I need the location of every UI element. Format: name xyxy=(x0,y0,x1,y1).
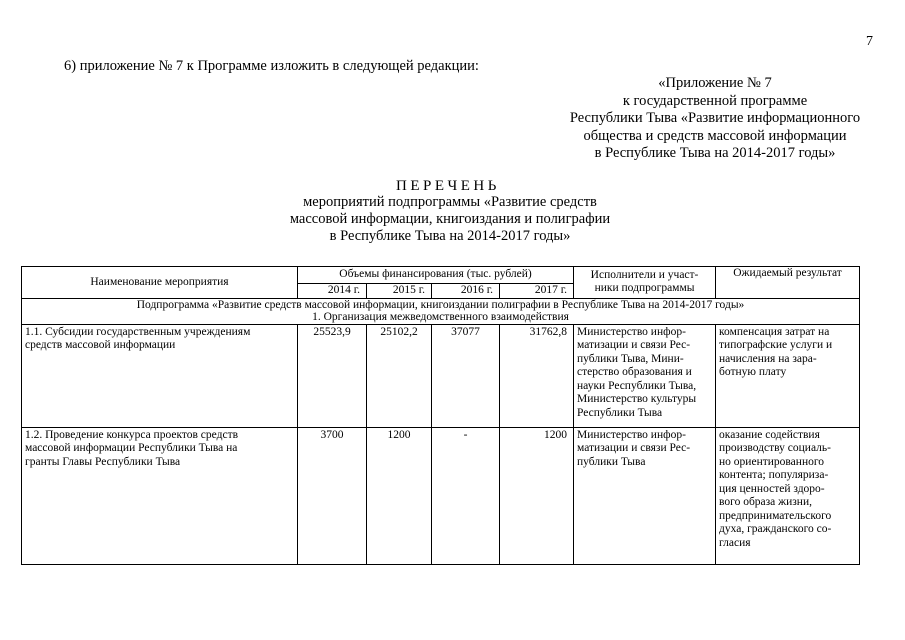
table-row xyxy=(22,427,860,564)
appendix-line: общества и средств массовой информации xyxy=(583,127,847,144)
intro-text: 6) приложение № 7 к Программе изложить в следующей редакции: xyxy=(64,58,479,74)
measure-name-line: 1.1. Субсидии государственным учреждениям xyxy=(25,325,251,338)
header-result: Ожидаемый результат xyxy=(716,267,860,299)
subtitle-line: в Республике Тыва на 2014-2017 годы» xyxy=(329,228,571,244)
result-line: производству социаль- xyxy=(719,442,831,454)
page-number: 7 xyxy=(866,34,873,49)
header-year: 2015 г. xyxy=(367,284,432,299)
executors xyxy=(574,427,716,564)
funding-2015: 25102,2 xyxy=(367,324,432,427)
measure-name-line: гранты Главы Республики Тыва xyxy=(25,455,181,468)
executors-line: матизации и связи Рес- xyxy=(577,339,691,351)
executors-line: Министерство инфор- xyxy=(577,325,686,338)
subprogram-cell xyxy=(22,298,860,324)
expected-result xyxy=(716,427,860,564)
measure-name-line: массовой информации Республики Тыва на xyxy=(25,442,238,454)
result-line: компенсация затрат на xyxy=(719,325,830,338)
measure-name-line: 1.2. Проведение конкурса проектов средств xyxy=(25,428,239,441)
result-line: гласия xyxy=(719,536,751,549)
executors-line: публики Тыва, Мини- xyxy=(577,352,684,365)
subtitle-line: мероприятий подпрограммы «Развитие средств xyxy=(303,194,597,210)
document-title: ПЕРЕЧЕНЬ xyxy=(396,178,500,194)
measure-name-line: средств массовой информации xyxy=(25,339,176,351)
measure-name xyxy=(22,324,298,427)
executors-line: Республики Тыва xyxy=(577,406,663,419)
result-line: духа, гражданского со- xyxy=(719,523,832,535)
executors xyxy=(574,324,716,427)
result-line: ботную плату xyxy=(719,366,787,378)
appendix-line: «Приложение № 7 xyxy=(658,75,772,91)
result-line: начисления на зара- xyxy=(719,352,817,365)
appendix-heading xyxy=(560,75,870,163)
result-line: вого образа жизни, xyxy=(719,496,812,508)
result-line: типографские услуги и xyxy=(719,339,833,351)
table-header-row xyxy=(22,267,860,284)
section-title: 1. Организация межведомственного взаимодействия xyxy=(312,311,569,323)
executors-line: Министерство культуры xyxy=(577,393,697,405)
header-executors xyxy=(574,267,716,299)
executors-line: науки Республики Тыва, xyxy=(577,379,697,392)
funding-2014: 3700 xyxy=(298,427,367,564)
header-executors-line: ники подпрограммы xyxy=(594,282,695,295)
funding-2016: 37077 xyxy=(432,324,500,427)
result-line: оказание содействия xyxy=(719,428,820,441)
executors-line: Министерство инфор- xyxy=(577,428,686,441)
header-year: 2017 г. xyxy=(500,284,574,299)
subtitle-line: массовой информации, книгоиздания и полиграфии xyxy=(289,211,611,227)
executors-line: матизации и связи Рес- xyxy=(577,442,691,454)
funding-2017: 31762,8 xyxy=(500,324,574,427)
funding-2017: 1200 xyxy=(500,427,574,564)
funding-2015: 1200 xyxy=(367,427,432,564)
executors-line: публики Тыва xyxy=(577,455,646,468)
executors-line: стерство образования и xyxy=(577,366,692,378)
result-line: предпринимательского xyxy=(719,509,832,522)
table-row xyxy=(22,324,860,427)
appendix-line: к государственной программе xyxy=(622,92,808,109)
result-line: ция ценностей здоро- xyxy=(719,482,825,495)
expected-result xyxy=(716,324,860,427)
header-executors-line: Исполнители и участ- xyxy=(590,268,699,281)
header-year: 2016 г. xyxy=(432,284,500,299)
appendix-line: Республики Тыва «Развитие информационного xyxy=(569,110,861,126)
document-subtitle xyxy=(240,194,660,245)
header-name: Наименование мероприятия xyxy=(22,267,298,299)
header-funding: Объемы финансирования (тыс. рублей) xyxy=(298,267,574,284)
appendix-line: в Республике Тыва на 2014-2017 годы» xyxy=(594,145,836,161)
funding-2014: 25523,9 xyxy=(298,324,367,427)
subprogram-title: Подпрограмма «Развитие средств массовой информации, книгоиздании полиграфии в Республике Тыва на 2014-2017 годы» xyxy=(136,298,745,311)
subprogram-row xyxy=(22,298,860,324)
measures-table xyxy=(21,266,860,565)
funding-2016: - xyxy=(432,427,500,564)
header-year: 2014 г. xyxy=(298,284,367,299)
result-line: но ориентированного xyxy=(719,455,825,468)
measure-name xyxy=(22,427,298,564)
result-line: контента; популяриза- xyxy=(719,469,829,481)
